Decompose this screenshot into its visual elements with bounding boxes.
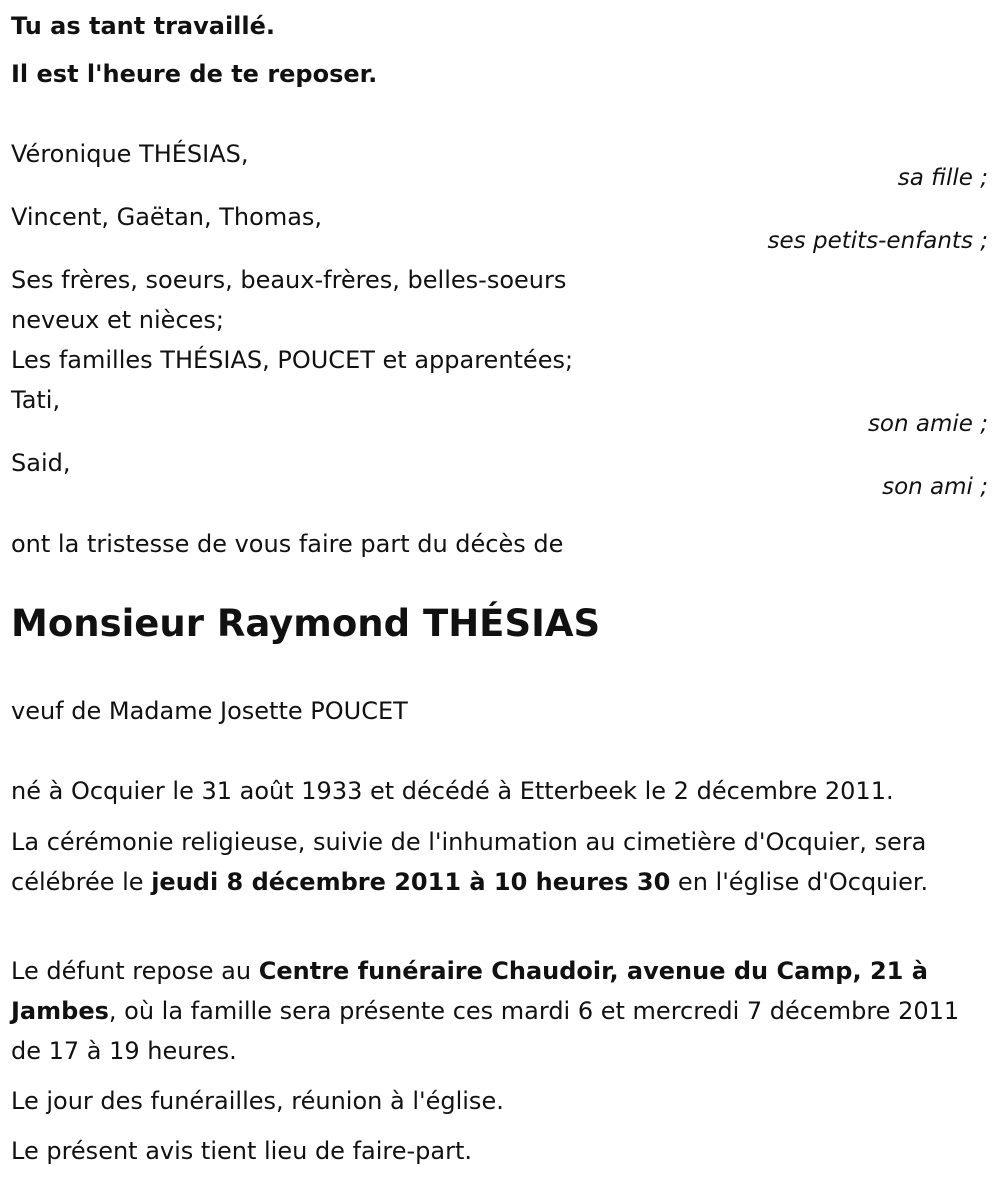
rest-suffix: , où la famille sera présente ces mardi 6 et mercredi 7 décembre 2011 de 17 à 19 heures.: [11, 997, 960, 1065]
rest-place: Centre funéraire Chaudoir, avenue du Camp, 21 à Jambes: [11, 957, 928, 1025]
ceremony-prefix: La cérémonie religieuse, suivie de l'inhumation au cimetière d'Ocquier, sera célébrée le: [11, 828, 927, 896]
family-member-relation: son ami ;: [882, 474, 988, 500]
family-member-name: neveux et nièces;: [11, 306, 224, 334]
intro-line-2: Il est l'heure de te reposer.: [11, 60, 378, 88]
announcement-text: ont la tristesse de vous faire part du décès de: [11, 530, 564, 558]
intro-line-1: Tu as tant travaillé.: [11, 12, 276, 40]
ceremony-paragraph: [11, 822, 986, 902]
family-member-name: Ses frères, soeurs, beaux-frères, belles-soeurs: [11, 266, 567, 294]
notice-text: Le présent avis tient lieu de faire-part.: [11, 1137, 473, 1165]
resting-place-paragraph: [11, 951, 986, 1071]
family-member-relation: sa fille ;: [897, 165, 988, 191]
family-member-relation: ses petits-enfants ;: [767, 228, 988, 254]
meeting-text: Le jour des funérailles, réunion à l'église.: [11, 1087, 504, 1115]
ceremony-suffix: en l'église d'Ocquier.: [670, 868, 929, 896]
family-member-name: Said,: [11, 449, 71, 477]
family-member-relation: son amie ;: [867, 411, 988, 437]
widower-line: veuf de Madame Josette POUCET: [11, 697, 408, 725]
family-member-name: Les familles THÉSIAS, POUCET et apparentées;: [11, 346, 574, 374]
deceased-name: Monsieur Raymond THÉSIAS: [11, 602, 601, 645]
family-member-name: Tati,: [11, 386, 61, 414]
birth-death-text: né à Ocquier le 31 août 1933 et décédé à Etterbeek le 2 décembre 2011.: [11, 777, 894, 805]
family-member-name: Vincent, Gaëtan, Thomas,: [11, 203, 323, 231]
rest-prefix: Le défunt repose au: [11, 957, 259, 985]
family-member-name: Véronique THÉSIAS,: [11, 140, 249, 168]
ceremony-date: jeudi 8 décembre 2011 à 10 heures 30: [151, 868, 671, 896]
